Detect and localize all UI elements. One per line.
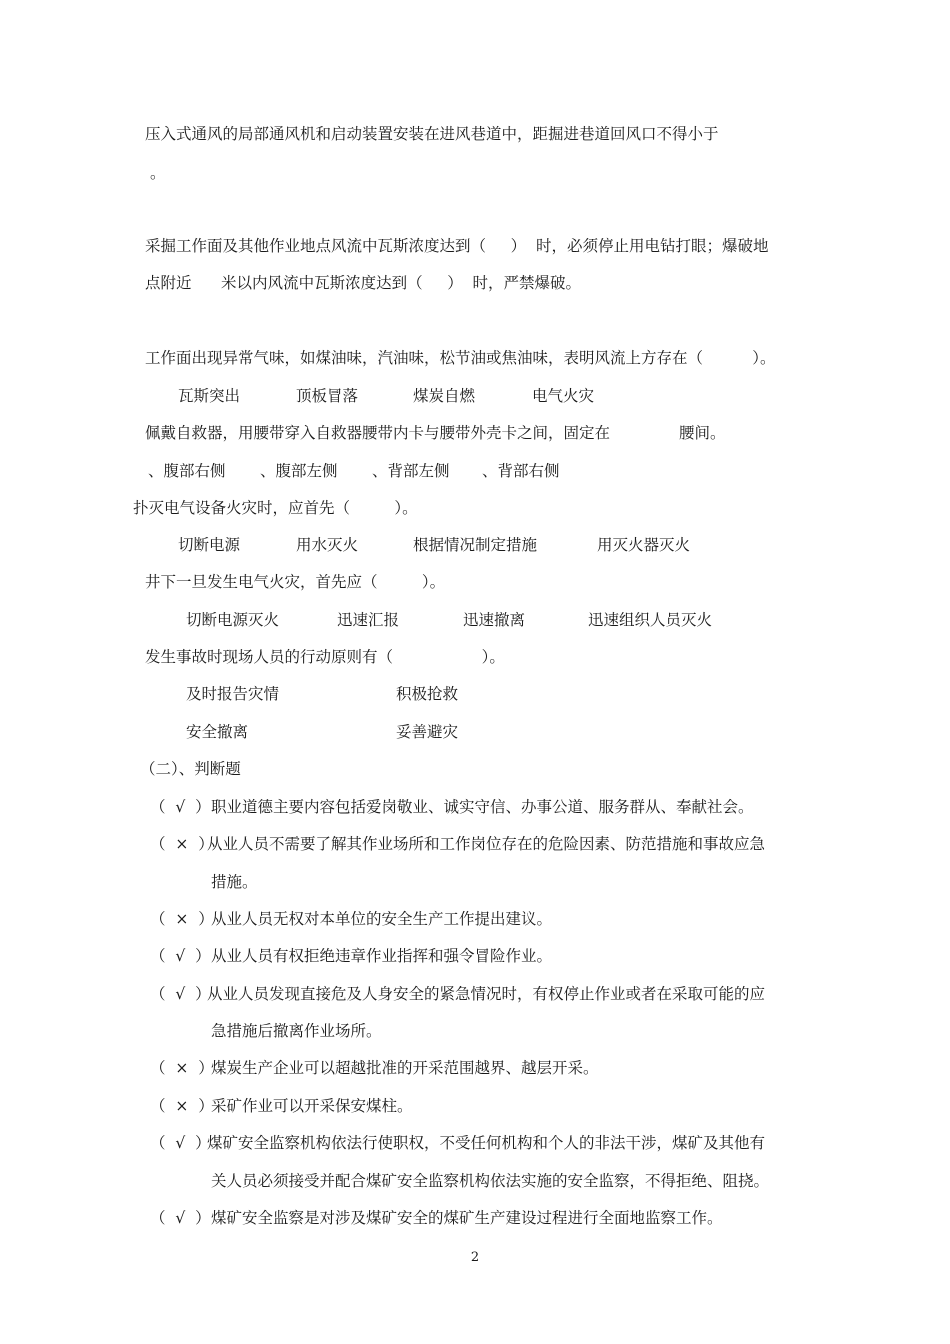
judgment-mark: （ × ）	[150, 910, 214, 928]
q7-option-c: 安全撤离	[186, 723, 249, 741]
q4-stem: 佩戴自救器，用腰带穿入自救器腰带内卡与腰带外壳卡之间，固定在 腰间。	[145, 424, 726, 442]
q3-option-b: 顶板冒落	[296, 387, 359, 405]
judgment-text: 采矿作业可以开采保安煤柱。	[211, 1097, 413, 1115]
judgment-text: 职业道德主要内容包括爱岗敬业、诚实守信、办事公道、服务群从、奉献社会。	[211, 798, 754, 816]
q6-option-c: 迅速撤离	[463, 611, 526, 629]
judgment-text: 从业人员无权对本单位的安全生产工作提出建议。	[211, 910, 553, 928]
q7-stem: 发生事故时现场人员的行动原则有（ ）。	[145, 648, 505, 666]
q6-stem: 井下一旦发生电气火灾，首先应（ ）。	[145, 573, 446, 591]
q2-line2: 点附近 米以内风流中瓦斯浓度达到（ ） 时，严禁爆破。	[145, 274, 582, 292]
q6-option-b: 迅速汇报	[337, 611, 400, 629]
judgment-text: 从业人员发现直接危及人身安全的紧急情况时，有权停止作业或者在采取可能的应	[207, 985, 766, 1003]
q7-option-b: 积极抢救	[396, 685, 459, 703]
judgment-mark: （ √ ）	[150, 1209, 211, 1227]
judgment-mark: （ × ）	[150, 835, 214, 853]
q1-line2: 。	[150, 164, 166, 182]
judgment-text-cont: 急措施后撤离作业场所。	[211, 1022, 382, 1040]
q3-option-a: 瓦斯突出	[178, 387, 241, 405]
q6-option-a: 切断电源灭火	[186, 611, 280, 629]
q2-line1: 采掘工作面及其他作业地点风流中瓦斯浓度达到（ ） 时，必须停止用电钻打眼；爆破地	[145, 237, 769, 255]
judgment-mark: （ √ ）	[150, 798, 211, 816]
judgment-text: 从业人员有权拒绝违章作业指挥和强令冒险作业。	[211, 947, 553, 965]
judgment-text-cont: 关人员必须接受并配合煤矿安全监察机构依法实施的安全监察，不得拒绝、阻挠。	[211, 1172, 770, 1190]
q5-option-d: 用灭火器灭火	[597, 536, 691, 554]
judgment-mark: （ × ）	[150, 1097, 214, 1115]
judgment-text: 煤矿安全监察是对涉及煤矿安全的煤矿生产建设过程进行全面地监察工作。	[211, 1209, 723, 1227]
judgment-mark: （ × ）	[150, 1059, 214, 1077]
q6-option-d: 迅速组织人员灭火	[588, 611, 713, 629]
q5-option-b: 用水灭火	[296, 536, 359, 554]
judgment-mark: （ √ ）	[150, 1134, 211, 1152]
judgment-text-cont: 措施。	[211, 873, 258, 891]
q3-stem: 工作面出现异常气味，如煤油味，汽油味，松节油或焦油味，表明风流上方存在（ ）。	[145, 349, 776, 367]
q5-option-a: 切断电源	[178, 536, 241, 554]
judgment-mark: （ √ ）	[150, 985, 211, 1003]
judgment-text: 煤炭生产企业可以超越批准的开采范围越界、越层开采。	[211, 1059, 599, 1077]
q4-option-b: 、腹部左侧	[260, 462, 338, 480]
q3-option-c: 煤炭自燃	[413, 387, 476, 405]
page-number: 2	[470, 1250, 480, 1265]
judgment-text: 煤矿安全监察机构依法行使职权，不受任何机构和个人的非法干涉，煤矿及其他有	[207, 1134, 766, 1152]
judgment-mark: （ √ ）	[150, 947, 211, 965]
q4-option-d: 、背部右侧	[482, 462, 560, 480]
judgment-text: 从业人员不需要了解其作业场所和工作岗位存在的危险因素、防范措施和事故应急	[207, 835, 766, 853]
q5-option-c: 根据情况制定措施	[413, 536, 538, 554]
q4-option-a: 、腹部右侧	[148, 462, 226, 480]
q7-option-a: 及时报告灾情	[186, 685, 280, 703]
q5-stem: 扑灭电气设备火灾时，应首先（ ）。	[133, 499, 418, 517]
q7-option-d: 妥善避灾	[396, 723, 459, 741]
q3-option-d: 电气火灾	[532, 387, 595, 405]
section-title: （二）、判断题	[140, 760, 241, 778]
q4-option-c: 、背部左侧	[372, 462, 450, 480]
q1-line1: 压入式通风的局部通风机和启动装置安装在进风巷道中，距掘进巷道回风口不得小于	[145, 125, 719, 143]
